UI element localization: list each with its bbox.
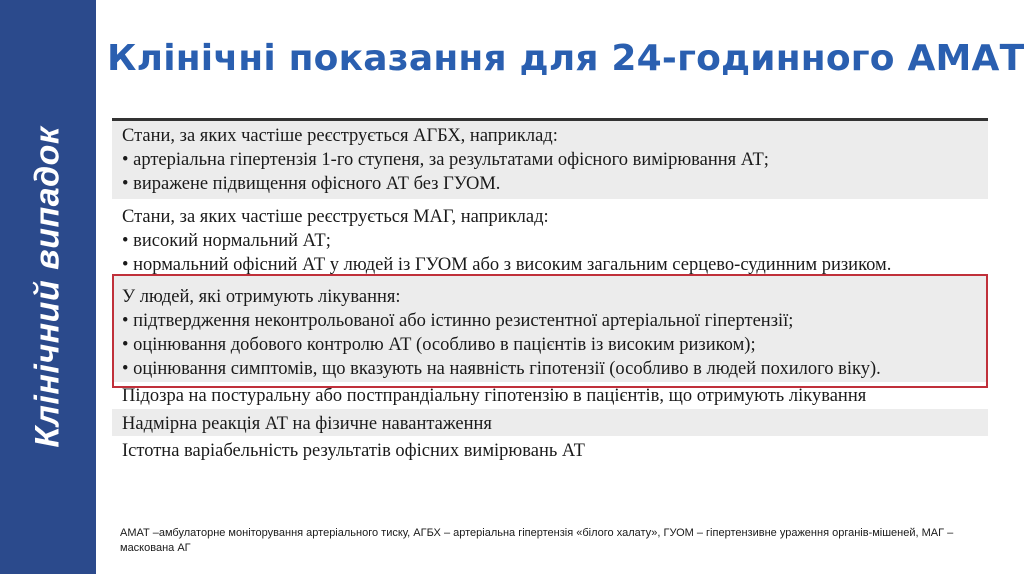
- highlight-frame: [112, 274, 988, 388]
- sidebar-label: Клінічний випадок: [28, 126, 67, 448]
- abbreviations-footnote: АМАТ –амбулаторне моніторування артеріального тиску, АГБХ – артеріальна гіпертензія «білого халату», ГУОМ – гіпертензивне ураження органів-мішеней, МАГ – маскована АГ: [120, 527, 954, 554]
- row-bullet: • артеріальна гіпертензія 1-го ступеня, за результатами офісного вимірювання АТ;: [122, 150, 769, 170]
- table-row: [112, 436, 988, 463]
- row-bullet: • високий нормальний АТ;: [122, 231, 331, 251]
- sidebar: [0, 0, 96, 574]
- table-row: [112, 409, 988, 436]
- row-bullet: • нормальний офісний АТ у людей із ГУОМ або з високим загальним серцево-судинним ризиком.: [122, 255, 892, 275]
- table-row: [112, 121, 988, 199]
- row-bullet: • оцінювання симптомів, що вказують на наявність гіпотензії (особливо в людей похилого віку).: [122, 359, 881, 379]
- table-row: [112, 199, 988, 275]
- row-bullet: • оцінювання добового контролю АТ (особливо в пацієнтів із високим ризиком);: [122, 335, 756, 355]
- row-text: Підозра на постуральну або постпрандіальну гіпотензію в пацієнтів, що отримують лікування: [122, 386, 867, 406]
- row-bullet: • підтвердження неконтрольованої або істинно резистентної артеріальної гіпертензії;: [122, 311, 794, 331]
- slide-title: Клінічні показання для 24-годинного АМАТ: [107, 38, 1024, 79]
- row-heading: Стани, за яких частіше реєструється АГБХ, наприклад:: [122, 126, 558, 146]
- row-heading: У людей, які отримують лікування:: [122, 287, 401, 307]
- row-text: Надмірна реакція АТ на фізичне навантаження: [122, 414, 492, 434]
- row-heading: Стани, за яких частіше реєструється МАГ, наприклад:: [122, 207, 549, 227]
- row-bullet: • виражене підвищення офісного АТ без ГУОМ.: [122, 174, 501, 194]
- row-text: Істотна варіабельність результатів офісних вимірювань АТ: [122, 441, 585, 461]
